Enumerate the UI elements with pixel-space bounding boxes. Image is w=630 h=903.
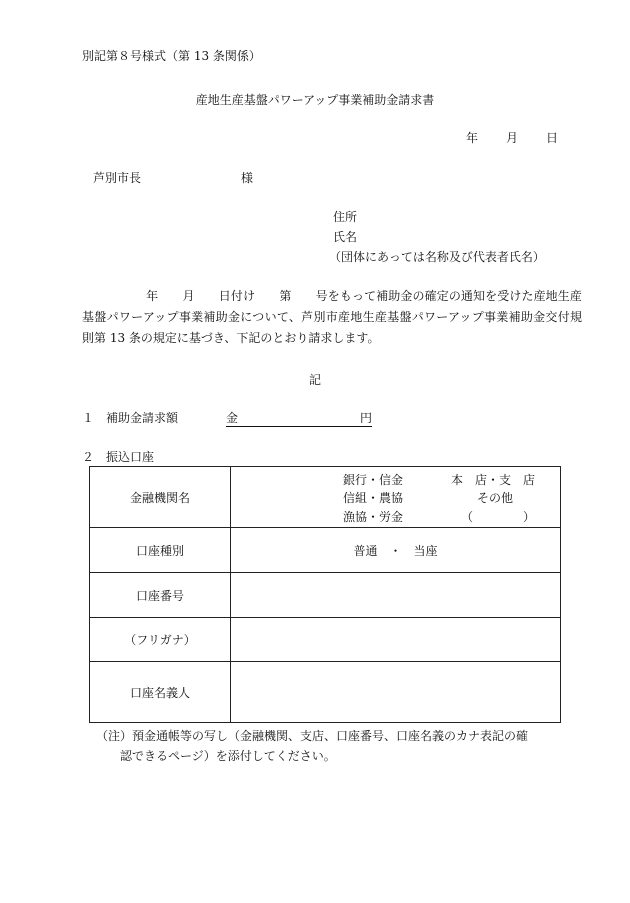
amount-yen: 円 [359,411,372,425]
account-type-label: 口座種別 [90,528,231,573]
item-bank-account [82,450,154,464]
furigana-row [90,618,561,662]
addressee-name: 芦別市長 [93,171,142,185]
body-dai: 第 [279,289,292,303]
body-month: 月 [182,289,195,303]
attachment-note [96,726,580,766]
form-id: 別記第８号様式（第 13 条関係） [82,49,261,63]
body-date-suffix: 日付け [218,289,256,303]
request-body [82,286,582,349]
paren-open: （ [461,510,474,524]
date-month-label: 月 [506,131,519,145]
ki-heading: 記 [308,373,321,387]
bank-account-table [89,466,561,723]
account-type-row [90,528,561,573]
applicant-name-label: 氏名 [333,230,358,244]
note-line-1: （注）預金通帳等の写し（金融機関、支店、口座番号、口座名義のカナ表記の確 [96,729,529,743]
institution-type-fishery: 漁協・労金 [343,510,404,524]
item2-number: ２ [82,450,95,464]
applicant-address-label: 住所 [333,210,358,224]
body-text: 号をもって補助金の確定の通知を受けた産地生産基盤パワーアップ事業補助金について、芦別市産地生産基盤パワーアップ事業補助金交付規則第 13 条の規定に基づき、下記のとおり請求します。 [82,289,582,345]
institution-cell[interactable] [231,467,561,528]
institution-type-credit: 信組・農協 [343,491,404,505]
item-request-amount [82,411,178,425]
account-holder-label: 口座名義人 [90,662,231,723]
document-title: 産地生産基盤パワーアップ事業補助金請求書 [195,93,435,107]
applicant-note: （団体にあっては名称及び代表者氏名） [329,250,545,264]
branch-type-other: その他 [477,491,514,505]
body-year: 年 [146,289,159,303]
account-number-cell[interactable] [231,573,561,618]
account-type-cell[interactable]: 普通 ・ 当座 [231,528,561,573]
item2-label: 振込口座 [106,450,155,464]
addressee-honorific: 様 [241,171,254,185]
institution-row [90,467,561,528]
item1-number: １ [82,411,95,425]
item1-label: 補助金請求額 [106,411,179,425]
furigana-label: （フリガナ） [90,618,231,662]
branch-type-main: 本 店・支 店 [451,473,536,487]
institution-label: 金融機関名 [90,467,231,528]
account-holder-cell[interactable] [231,662,561,723]
account-holder-row [90,662,561,723]
addressee [93,171,253,185]
amount-field[interactable] [226,411,372,427]
account-number-row [90,573,561,618]
account-number-label: 口座番号 [90,573,231,618]
note-line-2: 認できるページ）を添付してください。 [120,749,336,763]
paren-close: ） [522,510,535,524]
furigana-cell[interactable] [231,618,561,662]
date-year-label: 年 [466,131,479,145]
date-line [466,131,558,145]
date-day-label: 日 [546,131,559,145]
amount-kin: 金 [226,411,239,425]
institution-type-bank: 銀行・信金 [343,473,404,487]
